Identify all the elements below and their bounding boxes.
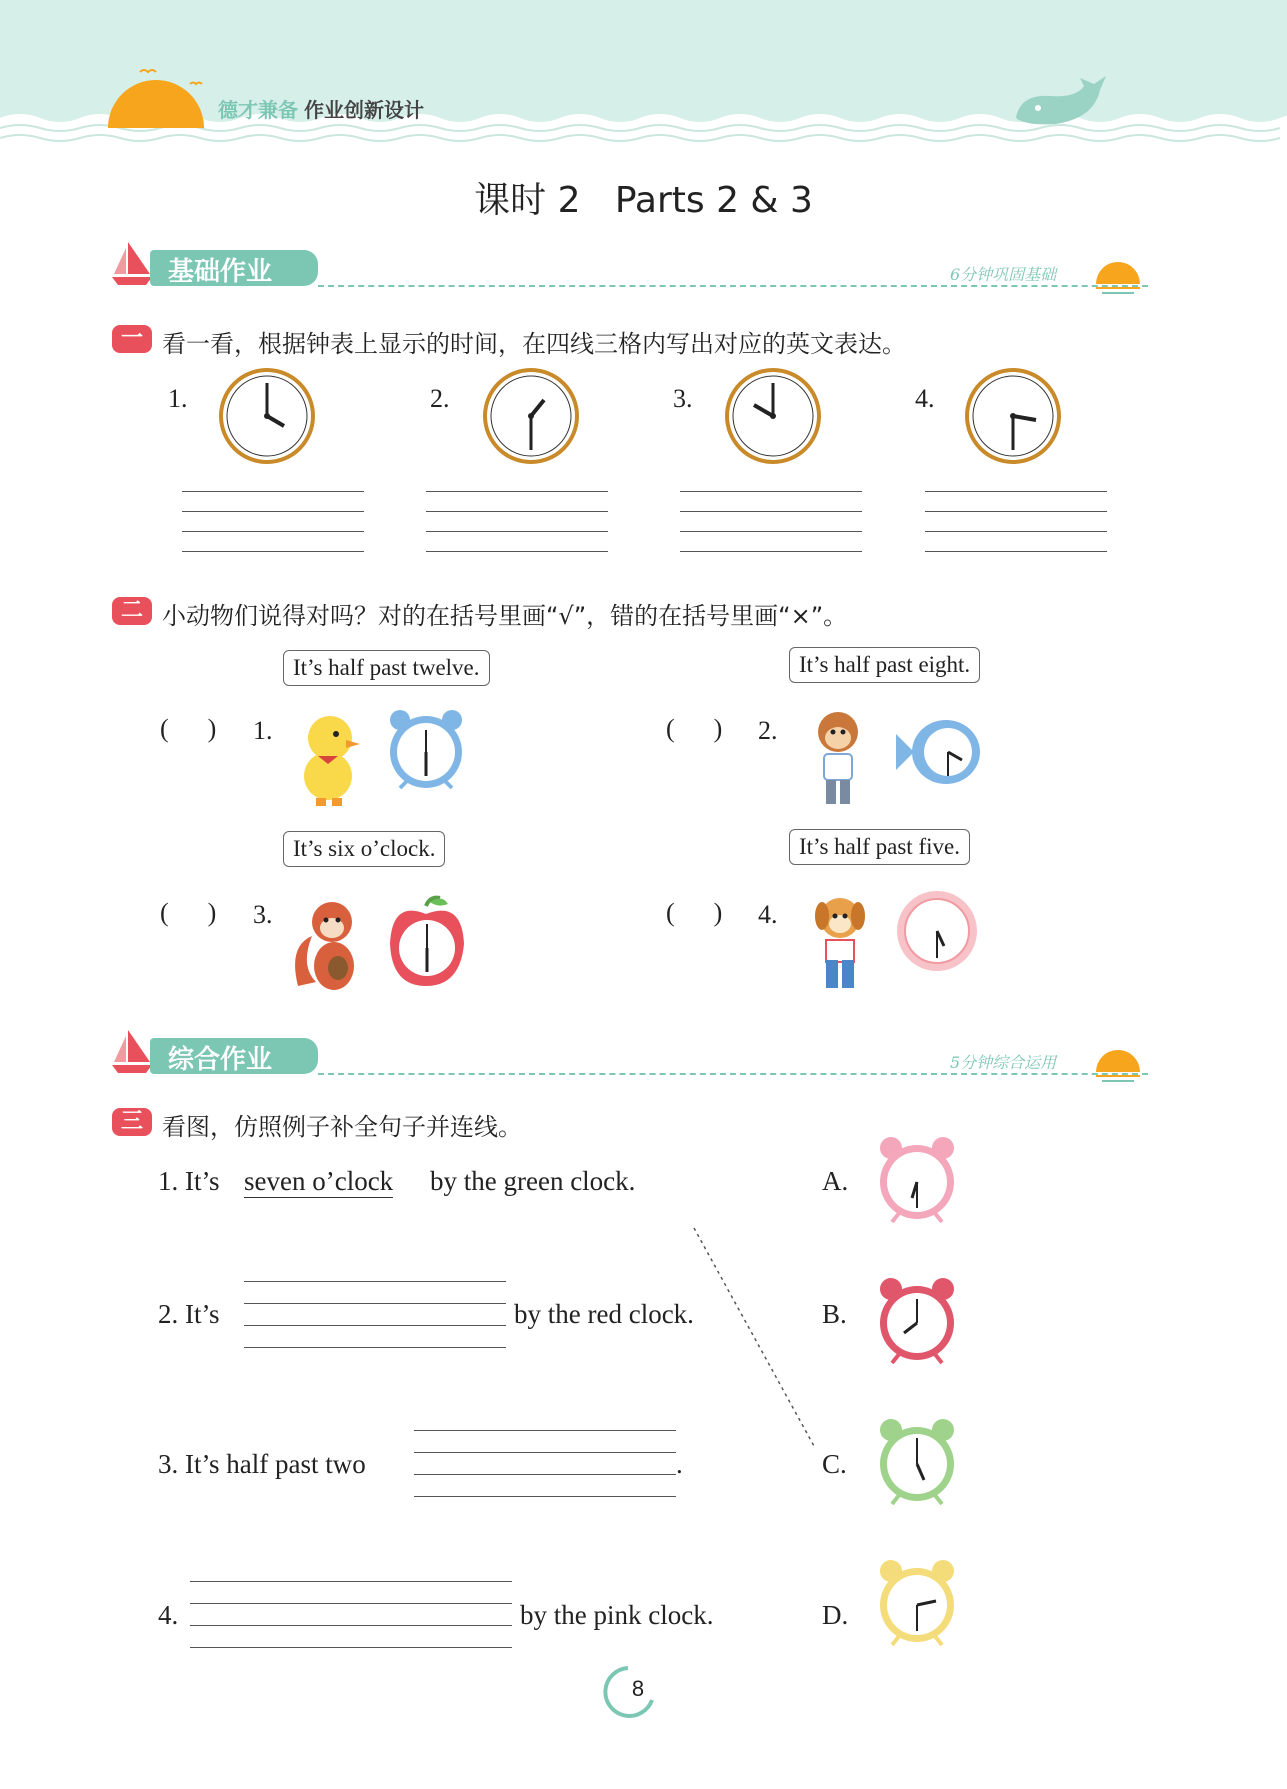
writing-lines-4[interactable] — [925, 491, 1107, 553]
clock-icon — [482, 367, 580, 465]
sailboat-icon — [110, 240, 155, 286]
brand-name: 德才兼备 — [218, 98, 298, 122]
sentence-1-example-answer: seven o’clock — [244, 1166, 394, 1196]
fish-clock-icon — [896, 716, 982, 788]
speech-bubble-2: It’s half past eight. — [789, 647, 980, 683]
duck-icon — [294, 710, 364, 810]
sentence-3-answer-lines[interactable] — [414, 1430, 676, 1497]
writing-lines-3[interactable] — [680, 491, 862, 553]
q1-item-1-number: 1. — [168, 384, 188, 413]
sentence-2-suffix: by the red clock. — [514, 1299, 694, 1329]
section-basic-time-label: 6分钟巩固基础 — [950, 265, 1057, 284]
q2-item-1-number: 1. — [253, 716, 273, 745]
whale-icon — [1010, 74, 1110, 134]
pink-alarm-clock-icon[interactable] — [876, 1134, 958, 1228]
section-comprehensive-label: 综合作业 — [168, 1045, 273, 1075]
red-alarm-clock-icon[interactable] — [876, 1275, 958, 1369]
clock-icon — [964, 367, 1062, 465]
option-b-label: B. — [822, 1299, 847, 1329]
question-badge-3: 三 — [112, 1108, 152, 1136]
sentence-2-prefix: 2. It’s — [158, 1299, 220, 1329]
section-comprehensive-divider — [318, 1073, 1148, 1075]
answer-paren-2[interactable]: ( ) — [666, 714, 723, 743]
section-basic-label: 基础作业 — [168, 257, 273, 287]
q2-item-4-number: 4. — [758, 900, 778, 929]
sentence-4-prefix: 4. — [158, 1600, 179, 1630]
brand-title — [218, 94, 424, 123]
example-connecting-line — [690, 1224, 820, 1450]
yellow-alarm-clock-icon[interactable] — [876, 1557, 958, 1651]
brand-subtitle: 作业创新设计 — [304, 98, 424, 122]
answer-paren-4[interactable]: ( ) — [666, 898, 723, 927]
dog-icon — [808, 894, 874, 996]
sentence-3-suffix: . — [676, 1449, 683, 1479]
apple-clock-icon — [386, 894, 468, 990]
alarm-clock-icon — [386, 708, 466, 794]
q2-item-3-number: 3. — [253, 900, 273, 929]
clock-icon — [724, 367, 822, 465]
monkey-icon — [808, 710, 874, 810]
question-1-instruction: 看一看，根据钟表上显示的时间，在四线三格内写出对应的英文表达。 — [162, 330, 906, 358]
sentence-1-prefix: 1. It’s — [158, 1166, 220, 1196]
sun-icon — [100, 60, 210, 130]
page-number: 8 — [631, 1676, 645, 1701]
flower-clock-icon — [894, 888, 980, 974]
sentence-1-suffix: by the green clock. — [430, 1166, 636, 1196]
option-c-label: C. — [822, 1449, 847, 1479]
lesson-title: 课时 2 Parts 2 & 3 — [474, 180, 813, 221]
answer-paren-3[interactable]: ( ) — [160, 898, 217, 927]
sentence-3-prefix: 3. It’s half past two — [158, 1449, 366, 1479]
writing-lines-1[interactable] — [182, 491, 364, 553]
q1-item-2-number: 2. — [430, 384, 450, 413]
section-sun-icon — [1090, 252, 1150, 296]
writing-lines-2[interactable] — [426, 491, 608, 553]
question-2-instruction: 小动物们说得对吗？对的在括号里画“√”，错的在括号里画“×”。 — [162, 602, 848, 630]
q2-item-2-number: 2. — [758, 716, 778, 745]
q1-item-3-number: 3. — [673, 384, 693, 413]
section-comprehensive-time-label: 5分钟综合运用 — [950, 1053, 1057, 1072]
green-alarm-clock-icon[interactable] — [876, 1416, 958, 1510]
sailboat-icon — [110, 1028, 155, 1074]
squirrel-icon — [292, 896, 366, 996]
option-a-label: A. — [822, 1166, 849, 1196]
question-badge-2: 二 — [112, 597, 152, 625]
section-basic-divider — [318, 285, 1148, 287]
sentence-4-suffix: by the pink clock. — [520, 1600, 714, 1630]
question-3-instruction: 看图，仿照例子补全句子并连线。 — [162, 1113, 522, 1141]
sentence-2-answer-lines[interactable] — [244, 1281, 506, 1348]
sentence-4-answer-lines[interactable] — [190, 1581, 512, 1648]
q1-item-4-number: 4. — [915, 384, 935, 413]
question-badge-1: 一 — [112, 325, 152, 353]
section-sun-icon — [1090, 1040, 1150, 1084]
answer-paren-1[interactable]: ( ) — [160, 714, 217, 743]
clock-icon — [218, 367, 316, 465]
speech-bubble-4: It’s half past five. — [789, 829, 970, 865]
option-d-label: D. — [822, 1600, 849, 1630]
speech-bubble-3: It’s six o’clock. — [283, 831, 445, 867]
speech-bubble-1: It’s half past twelve. — [283, 650, 490, 686]
